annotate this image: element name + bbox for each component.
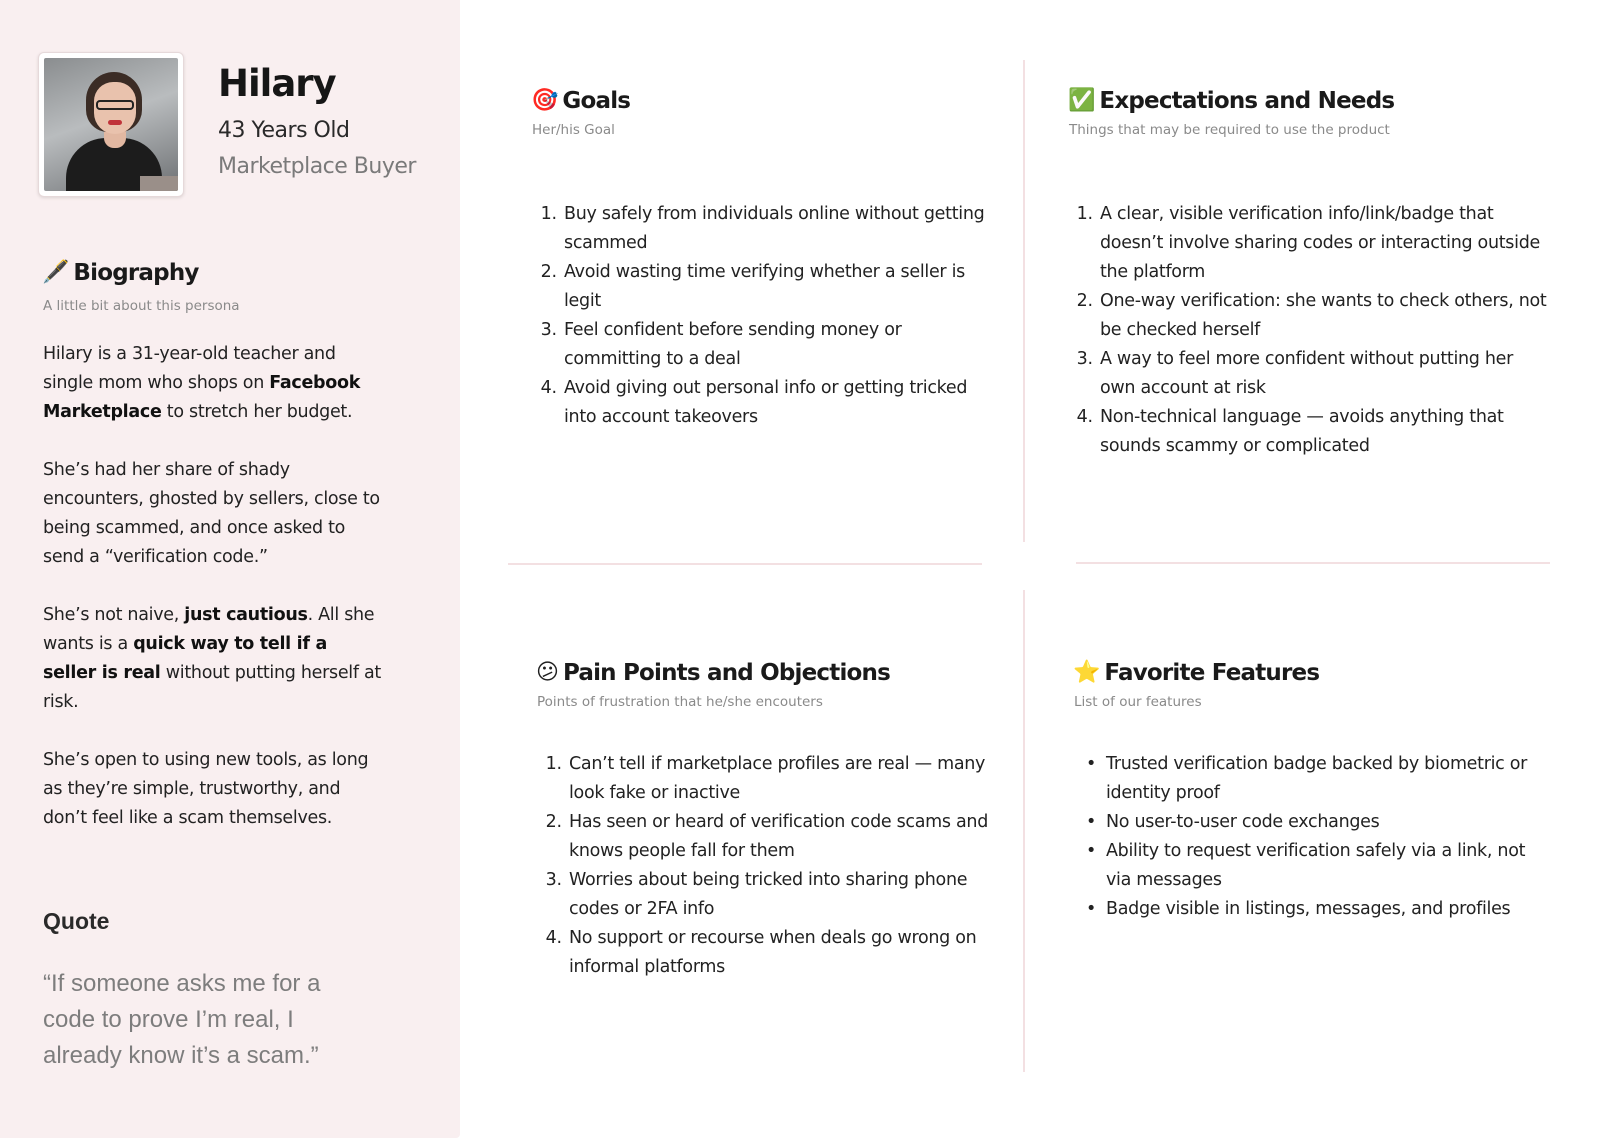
quote-title: Quote bbox=[43, 908, 110, 934]
pen-icon: 🖋️ bbox=[42, 260, 70, 285]
biography-text bbox=[43, 340, 383, 862]
list-item: 3. Feel confident before sending money or committing to a deal bbox=[562, 316, 1002, 374]
expectations-subtitle: Things that may be required to use the product bbox=[1069, 122, 1390, 138]
biography-heading bbox=[42, 260, 199, 286]
list-item: • No user-to-user code exchanges bbox=[1104, 808, 1544, 837]
persona-sidebar bbox=[0, 0, 460, 1138]
avatar-photo bbox=[44, 58, 178, 191]
pain-points-list bbox=[537, 750, 1007, 982]
biography-paragraph: Hilary is a 31-year-old teacher and single mom who shops on Facebook Marketplace to stretch her budget. bbox=[43, 344, 361, 422]
goals-heading bbox=[531, 88, 630, 114]
features-heading bbox=[1073, 660, 1319, 686]
goals-list bbox=[532, 200, 1002, 432]
features-list bbox=[1084, 750, 1544, 924]
biography-paragraph: She’s open to using new tools, as long as they’re simple, trustworthy, and don’t feel like a scam themselves. bbox=[43, 750, 369, 828]
goals-title: Goals bbox=[562, 88, 631, 114]
features-subtitle: List of our features bbox=[1074, 694, 1202, 710]
row-divider bbox=[1076, 562, 1550, 564]
pain-points-heading bbox=[536, 660, 890, 686]
goals-subtitle: Her/his Goal bbox=[532, 122, 615, 138]
pain-points-subtitle: Points of frustration that he/she encouters bbox=[537, 694, 823, 710]
expectations-title: Expectations and Needs bbox=[1099, 88, 1395, 114]
expectations-heading bbox=[1068, 88, 1394, 114]
confused-face-icon: 😕 bbox=[536, 660, 559, 685]
list-item: 1. A clear, visible verification info/link/badge that doesn’t involve sharing codes or interacting outside the platform bbox=[1098, 200, 1548, 287]
persona-age: 43 Years Old bbox=[218, 118, 350, 143]
list-item: 1. Can’t tell if marketplace profiles are real — many look fake or inactive bbox=[567, 750, 1007, 808]
list-item: • Badge visible in listings, messages, and profiles bbox=[1104, 895, 1544, 924]
avatar bbox=[38, 52, 184, 197]
list-item: • Ability to request verification safely via a link, not via messages bbox=[1104, 837, 1544, 895]
biography-title: Biography bbox=[73, 260, 199, 286]
quote-text: “If someone asks me for a code to prove I’m real, I already know it’s a scam.” bbox=[43, 970, 321, 1069]
list-item: 2. Has seen or heard of verification code scams and knows people fall for them bbox=[567, 808, 1007, 866]
persona-name: Hilary bbox=[218, 62, 336, 105]
features-title: Favorite Features bbox=[1104, 660, 1320, 686]
list-item: 4. Non-technical language — avoids anything that sounds scammy or complicated bbox=[1098, 403, 1548, 461]
biography-paragraph: She’s not naive, just cautious. All she wants is a quick way to tell if a seller is real without putting herself at risk. bbox=[43, 605, 381, 712]
list-item: 4. No support or recourse when deals go wrong on informal platforms bbox=[567, 924, 1007, 982]
list-item: 2. One-way verification: she wants to check others, not be checked herself bbox=[1098, 287, 1548, 345]
row-divider bbox=[508, 563, 982, 565]
expectations-list bbox=[1068, 200, 1548, 461]
star-icon: ⭐ bbox=[1073, 660, 1101, 685]
check-mark-icon: ✅ bbox=[1068, 88, 1096, 113]
list-item: • Trusted verification badge backed by biometric or identity proof bbox=[1104, 750, 1544, 808]
target-icon: 🎯 bbox=[531, 88, 559, 113]
list-item: 4. Avoid giving out personal info or getting tricked into account takeovers bbox=[562, 374, 1002, 432]
column-divider bbox=[1023, 590, 1025, 1072]
biography-paragraph: She’s had her share of shady encounters, ghosted by sellers, close to being scammed, and once asked to send a “verification code.” bbox=[43, 460, 380, 567]
list-item: 2. Avoid wasting time verifying whether a seller is legit bbox=[562, 258, 1002, 316]
list-item: 3. A way to feel more confident without putting her own account at risk bbox=[1098, 345, 1548, 403]
pain-points-title: Pain Points and Objections bbox=[562, 660, 891, 686]
list-item: 3. Worries about being tricked into sharing phone codes or 2FA info bbox=[567, 866, 1007, 924]
column-divider bbox=[1023, 60, 1025, 542]
biography-subtitle: A little bit about this persona bbox=[43, 298, 240, 314]
list-item: 1. Buy safely from individuals online without getting scammed bbox=[562, 200, 1002, 258]
persona-role: Marketplace Buyer bbox=[218, 154, 416, 179]
